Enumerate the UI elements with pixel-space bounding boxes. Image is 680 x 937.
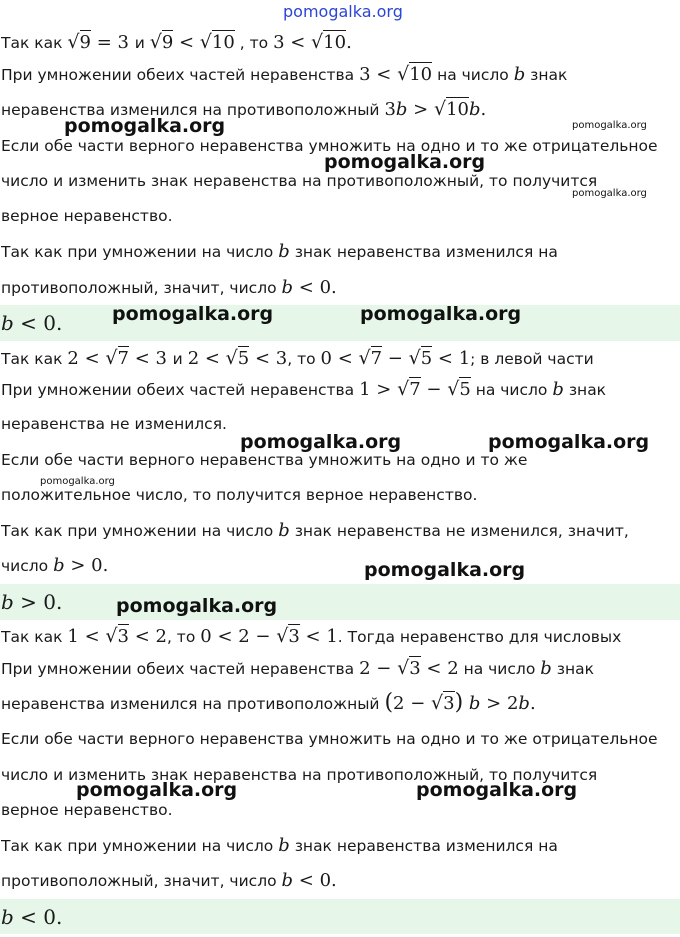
watermark: pomogalka.org (360, 303, 522, 325)
s3-line-6: верное неравенство. (1, 801, 173, 819)
s3-line-1: Так как 1 < √3 < 2, то 0 < 2 − √3 < 1. Тогда неравенство для числовых (1, 625, 622, 647)
s3-line-4: Если обе части верного неравенства умножить на одно и то же отрицательное (1, 730, 658, 748)
watermark: pomogalka.org (76, 779, 238, 801)
s3-line-5: число и изменить знак неравенства на противоположный, то получится (1, 766, 598, 784)
s3-line-2: При умножении обеих частей неравенства 2 − √3 < 2 на число b знак (1, 657, 594, 679)
s2-line-7: число b > 0. (1, 555, 109, 576)
s3-line-3: неравенства изменился на противоположный (2 − √3) b > 2b. (1, 690, 536, 715)
watermark: pomogalka.org (240, 431, 402, 453)
s2-line-4: Если обе части верного неравенства умножить на одно и то же (1, 451, 528, 469)
s2-line-2: При умножении обеих частей неравенства 1 > √7 − √5 на число b знак (1, 378, 607, 400)
s3-answer-box (0, 899, 680, 934)
watermark: pomogalka.org (64, 115, 226, 137)
s3-line-8: противоположный, значит, число b < 0. (1, 870, 337, 891)
watermark: pomogalka.org (116, 595, 278, 617)
watermark: pomogalka.org (572, 188, 647, 199)
s2-line-5: положительное число, то получится верное неравенство. (1, 486, 478, 504)
s2-line-6: Так как при умножении на число b знак неравенства не изменился, значит, (1, 520, 629, 541)
watermark: pomogalka.org (112, 303, 274, 325)
s1-line-6: верное неравенство. (1, 207, 173, 225)
s1-line-3: неравенства изменился на противоположный 3b > √10b. (1, 98, 487, 120)
watermark: pomogalka.org (488, 431, 650, 453)
watermark: pomogalka.org (416, 779, 578, 801)
s3-answer: b < 0. (1, 905, 63, 929)
watermark: pomogalka.org (324, 151, 486, 173)
s1-answer: b < 0. (1, 311, 63, 335)
watermark: pomogalka.org (364, 559, 526, 581)
watermark: pomogalka.org (40, 476, 115, 487)
s1-line-4: Если обе части верного неравенства умножить на одно и то же отрицательное (1, 137, 658, 155)
watermark-top[interactable]: pomogalka.org (283, 2, 403, 21)
s3-line-7: Так как при умножении на число b знак неравенства изменился на (1, 835, 558, 856)
s2-line-3: неравенства не изменился. (1, 415, 227, 433)
s2-line-1: Так как 2 < √7 < 3 и 2 < √5 < 3, то 0 < √7 − √5 < 1; в левой части (1, 347, 594, 369)
s1-answer-box (0, 305, 680, 341)
s2-answer-box (0, 584, 680, 620)
s2-answer: b > 0. (1, 590, 63, 614)
watermark: pomogalka.org (572, 120, 647, 131)
s1-line-8: противоположный, значит, число b < 0. (1, 277, 337, 298)
s1-line-5: число и изменить знак неравенства на противоположный, то получится (1, 172, 598, 190)
s1-line-2: При умножении обеих частей неравенства 3 < √10 на число b знак (1, 63, 568, 85)
s1-line-7: Так как при умножении на число b знак неравенства изменился на (1, 241, 558, 262)
s1-line-1: Так как √9 = 3 и √9 < √10 , то 3 < √10. (1, 31, 352, 53)
